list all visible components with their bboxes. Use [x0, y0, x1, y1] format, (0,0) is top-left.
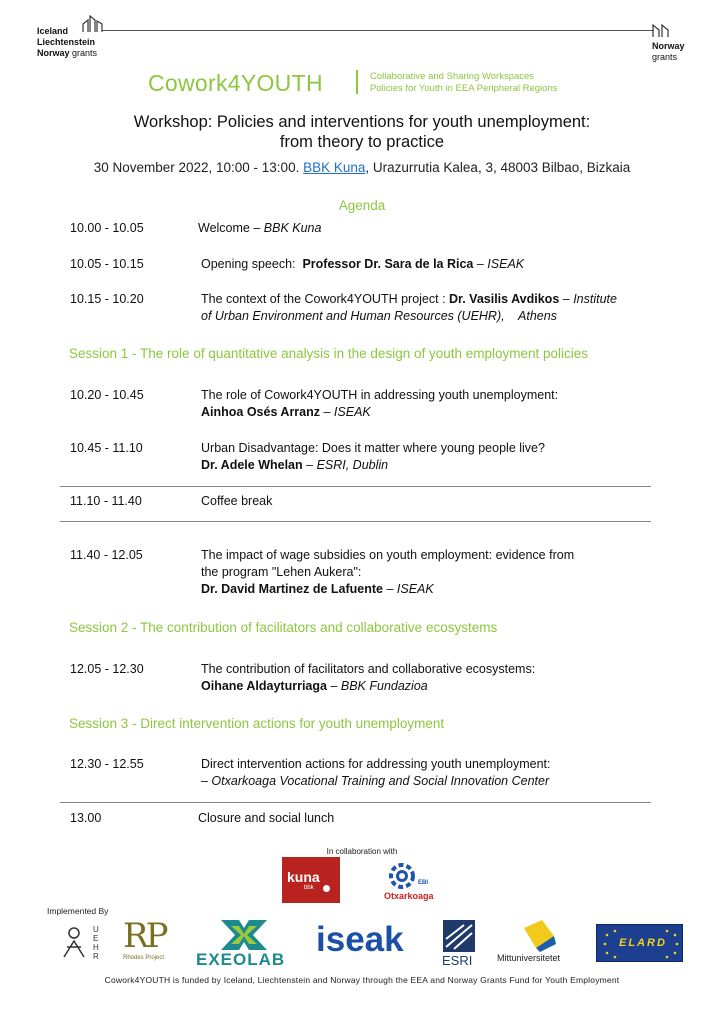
item-text: Opening speech:	[201, 257, 303, 271]
elard-logo	[596, 924, 683, 962]
header-rule	[102, 30, 654, 31]
norway-grants-logo	[652, 41, 685, 63]
item-sep: –	[302, 458, 317, 472]
session-1-heading: Session 1 - The role of quantitative analysis in the design of youth employment policies	[69, 346, 589, 361]
divider	[60, 486, 651, 487]
kuna-dot-icon	[323, 885, 330, 892]
item-text: The role of Cowork4YOUTH in addressing youth unemployment:	[201, 388, 559, 402]
time-welcome: 10.00 - 10.05	[70, 221, 144, 235]
time-direct: 12.30 - 12.55	[70, 757, 144, 771]
item-org-cont: of Urban Environment and Human Resources (UEHR), Athens	[201, 309, 557, 323]
divider	[60, 521, 651, 522]
item-org: Institute	[573, 292, 617, 306]
item-org: BBK Kuna	[263, 221, 322, 235]
mittuniversitetet-logo-text: Mittuniversitetet	[497, 953, 561, 963]
item-direct	[201, 756, 661, 790]
brand-divider	[356, 70, 358, 94]
uehr-figure-icon	[62, 925, 92, 959]
item-opening	[201, 256, 661, 273]
iseak-logo-text: iseak	[316, 920, 404, 959]
session-2-heading: Session 2 - The contribution of facilitators and collaborative ecosystems	[69, 620, 498, 635]
item-speaker: Ainhoa Osés Arranz	[201, 405, 321, 419]
item-speaker: Dr. Vasilis Avdikos	[449, 292, 560, 306]
item-speaker: Dr. David Martinez de Lafuente	[201, 582, 383, 596]
item-role	[201, 387, 661, 421]
item-speaker: Dr. Adele Whelan	[201, 458, 303, 472]
item-wage	[201, 547, 661, 598]
time-wage: 11.40 - 12.05	[70, 548, 143, 562]
otxarkoaga-badge: EBI	[418, 880, 429, 886]
item-sep: –	[382, 582, 397, 596]
time-coffee: 11.10 - 11.40	[70, 494, 142, 508]
grant-country-iceland: Iceland	[37, 26, 69, 36]
item-text: The impact of wage subsidies on youth employment: evidence from	[201, 548, 575, 562]
item-org: – Otxarkoaga Vocational Training and Social Innovation Center	[201, 774, 550, 788]
item-org: ISEAK	[487, 257, 525, 271]
brand-tagline	[370, 71, 557, 95]
item-context	[201, 291, 661, 325]
uehr-logo-text: UEHR	[93, 925, 99, 961]
item-text: The context of the Cowork4YOUTH project :	[201, 292, 450, 306]
item-urban	[201, 440, 661, 474]
item-org: BBK Fundazioa	[340, 679, 428, 693]
esri-mark-icon	[442, 919, 476, 953]
kuna-logo-sub: bbk	[304, 885, 314, 891]
session-3-heading: Session 3 - Direct intervention actions for youth unemployment	[69, 716, 445, 731]
item-speaker: Oihane Aldayturriaga	[201, 679, 327, 693]
divider	[60, 802, 651, 803]
flag-logo-icon	[82, 15, 104, 33]
item-text: Direct intervention actions for addressing youth unemployment:	[201, 757, 551, 771]
grant-country-norway: Norway	[37, 48, 70, 58]
item-sep: –	[559, 292, 574, 306]
item-text: The contribution of facilitators and collaborative ecosystems:	[201, 662, 536, 676]
grants-word: grants	[72, 48, 98, 58]
item-closure: Closure and social lunch	[198, 811, 335, 825]
item-sep: –	[326, 679, 341, 693]
norway-flag-logo-icon	[651, 22, 671, 38]
exeolab-logo-text: EXEOLAB	[196, 950, 286, 969]
elard-logo-text: ELARD	[619, 937, 667, 949]
workshop-title-line-2: from theory to practice	[279, 133, 445, 151]
funding-footer: Cowork4YOUTH is funded by Iceland, Liechtenstein and Norway through the EEA and Norway Grants Fund for Youth Employment	[104, 975, 620, 985]
time-role: 10.20 - 10.45	[70, 388, 144, 402]
item-sep: –	[473, 257, 488, 271]
implemented-by-label: Implemented By	[47, 906, 109, 916]
item-text: Urban Disadvantage: Does it matter where young people live?	[201, 441, 545, 455]
item-facilitators	[201, 661, 661, 695]
collaboration-label: In collaboration with	[326, 847, 398, 856]
grant-country-liechtenstein: Liechtenstein	[37, 37, 96, 47]
norway-word: Norway	[652, 41, 685, 51]
venue-link[interactable]: BBK Kuna	[303, 160, 366, 175]
kuna-logo-text: kuna	[287, 869, 320, 885]
time-facilitators: 12.05 - 12.30	[70, 662, 144, 676]
otxarkoaga-logo-text: Otxarkoaga	[384, 891, 434, 901]
kuna-logo	[282, 857, 340, 903]
brand-logo: Cowork4YOUTH	[148, 70, 323, 96]
item-text: Welcome –	[198, 221, 264, 235]
mittuniversitetet-mark-icon	[520, 918, 558, 952]
address-text: , Urazurrutia Kalea, 3, 48003 Bilbao, Bizkaia	[365, 160, 631, 175]
rp-logo-text: RP	[123, 916, 166, 956]
time-opening: 10.05 - 10.15	[70, 257, 144, 271]
grants-word-right: grants	[652, 52, 678, 62]
esri-logo-text: ESRI	[442, 953, 473, 968]
otxarkoaga-gear-icon	[386, 860, 418, 892]
workshop-title-line-1: Workshop: Policies and interventions for youth unemployment:	[133, 113, 591, 131]
date-text: 30 November 2022, 10:00 - 13:00.	[93, 160, 300, 175]
tagline-line-2: Policies for Youth in EEA Peripheral Regions	[370, 83, 558, 94]
time-context: 10.15 - 10.20	[70, 292, 144, 306]
item-org: ISEAK	[396, 582, 434, 596]
item-coffee: Coffee break	[201, 494, 273, 508]
item-welcome	[198, 220, 658, 237]
exeolab-mark-icon	[219, 918, 269, 952]
agenda-heading: Agenda	[338, 198, 386, 213]
time-closure: 13.00	[70, 811, 102, 825]
item-org: ISEAK	[333, 405, 371, 419]
time-urban: 10.45 - 11.10	[70, 441, 143, 455]
item-text-cont: the program "Lehen Aukera":	[201, 565, 362, 579]
item-speaker: Professor Dr. Sara de la Rica	[302, 257, 474, 271]
tagline-line-1: Collaborative and Sharing Workspaces	[370, 71, 535, 82]
rp-logo-sub: Rhodes Project	[123, 955, 165, 961]
item-org: ESRI, Dublin	[316, 458, 389, 472]
item-sep: –	[320, 405, 334, 419]
date-location	[0, 160, 724, 175]
